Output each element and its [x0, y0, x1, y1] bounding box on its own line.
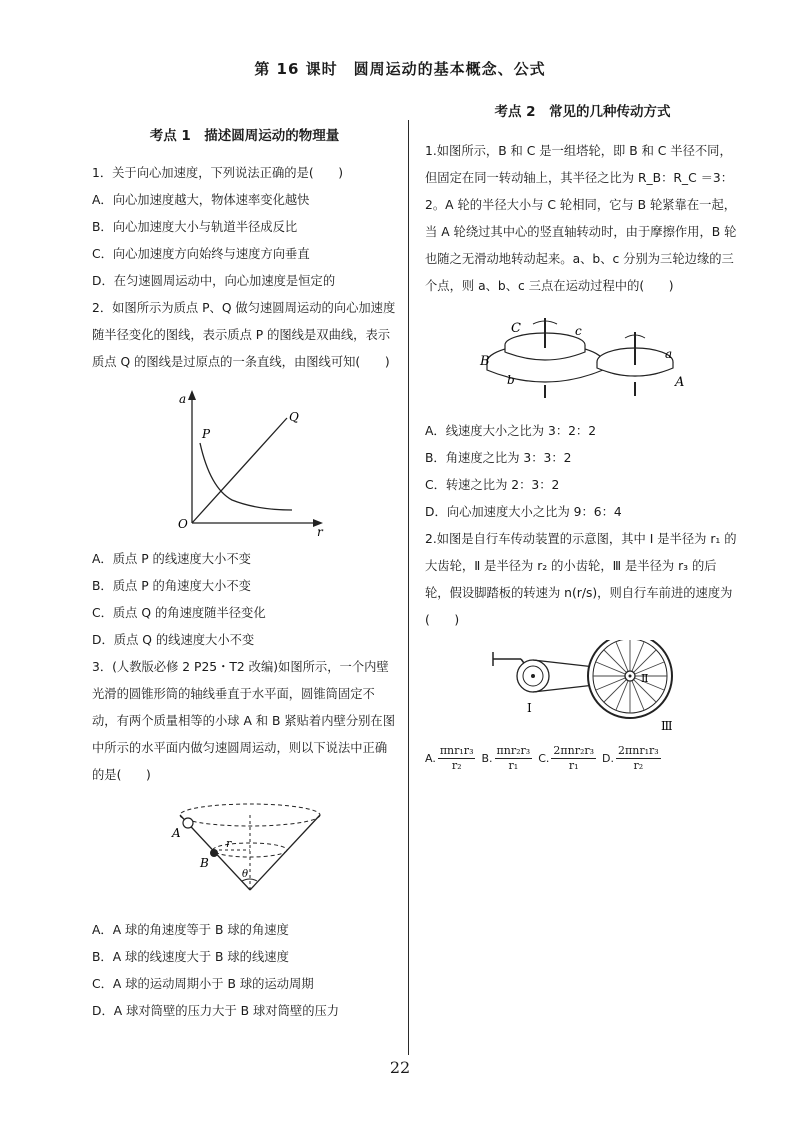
option-b: B．A 球的线速度大于 B 球的线速度: [92, 950, 289, 964]
page-title: 第 16 课时 圆周运动的基本概念、公式: [254, 60, 546, 78]
option-a: A．A 球的角速度等于 B 球的角速度: [92, 923, 289, 937]
label-a-lower: a: [665, 347, 673, 361]
label-b-lower: b: [507, 373, 515, 387]
label-c-lower: c: [575, 324, 582, 338]
option-c: C．转速之比为 2：3：2: [425, 478, 560, 492]
section-title-1: 考点 1 描述圆周运动的物理量: [149, 128, 340, 144]
question-stem: 1.如图所示，B 和 C 是一组塔轮，即 B 和 C 半径不同，但固定在同一转动轴上，其半径之比为 R_B：R_C ＝3：2。A 轮的半径大小与 C 轮相同，它与 B 轮紧靠在一起，当 A 轮绕过其中心的竖直轴转动时，由于摩擦作用，B 轮也随之无滑动地转动起来。a、b、c 分别为三轮边缘的三个点，则 a、b、c 三点在运动过程中的( ): [425, 144, 737, 293]
y-axis-label: a: [179, 392, 187, 406]
option-b: B. $\frac{\text{πnr₂r₃}}{\text{r₁}}$: [481, 744, 531, 772]
tower-wheel-figure: [425, 310, 740, 410]
label-a-upper: A: [675, 375, 685, 390]
angle-label: θ: [242, 869, 249, 880]
answer-options: [425, 744, 740, 773]
question-1-3: [92, 654, 397, 1025]
question-stem: 2.如图是自行车传动装置的示意图，其中 Ⅰ 是半径为 r₁ 的大齿轮，Ⅱ 是半径为 r₂ 的小齿轮，Ⅲ 是半径为 r₃ 的后轮，假设脚踏板的转速为 n(r/s)，则自行车前进的速度为( ): [425, 532, 737, 627]
option-a: A．质点 P 的线速度大小不变: [92, 552, 251, 566]
option-d: D．向心加速度大小之比为 9：6：4: [425, 505, 622, 519]
option-c: C．向心加速度方向始终与速度方向垂直: [92, 247, 310, 261]
right-column: [425, 100, 740, 773]
option-a: A. $\frac{\text{πnr₁r₃}}{\text{r₂}}$: [425, 744, 474, 772]
question-1-1: [92, 160, 397, 295]
option-b: B．向心加速度大小与轨道半径成反比: [92, 220, 298, 234]
ball-a-label: A: [172, 826, 181, 840]
column-divider: [408, 120, 409, 1055]
section-title-2: 考点 2 常见的几种传动方式: [494, 104, 671, 120]
ball-b-label: B: [200, 856, 209, 870]
option-d: D．A 球对筒壁的压力大于 B 球对筒壁的压力: [92, 1004, 340, 1018]
option-b: B．角速度之比为 3：3：2: [425, 451, 572, 465]
bicycle-transmission-figure: [425, 640, 740, 740]
question-stem: 2．如图所示为质点 P、Q 做匀速圆周运动的向心加速度随半径变化的图线，表示质点 P 的图线是双曲线，表示质点 Q 的图线是过原点的一条直线，由图线可知( ): [92, 301, 396, 369]
option-c: C．A 球的运动周期小于 B 球的运动周期: [92, 977, 314, 991]
option-b: B．质点 P 的角速度大小不变: [92, 579, 251, 593]
curve-p-label: P: [202, 427, 211, 441]
radius-label: r: [226, 837, 232, 850]
left-column: [92, 100, 397, 1025]
cone-figure: [92, 795, 397, 913]
question-2-1: [425, 138, 740, 526]
line-q-label: Q: [289, 410, 299, 424]
option-a: A．线速度大小之比为 3：2：2: [425, 424, 597, 438]
option-d: D．质点 Q 的线速度大小不变: [92, 633, 255, 647]
question-2-2: [425, 526, 740, 773]
option-d: D．在匀速圆周运动中，向心加速度是恒定的: [92, 274, 336, 288]
question-stem: 1．关于向心加速度，下列说法正确的是( ): [92, 166, 344, 180]
option-c: C. $\frac{\text{2πnr₂r₃}}{\text{r₁}}$: [538, 744, 595, 772]
option-a: A．向心加速度越大，物体速率变化越快: [92, 193, 310, 207]
option-c: C．质点 Q 的角速度随半径变化: [92, 606, 266, 620]
x-axis-label: r: [317, 525, 323, 538]
page-number: 22: [389, 1058, 411, 1077]
label-c-upper: C: [511, 321, 521, 336]
origin-label: O: [178, 517, 188, 531]
gear-1-label: Ⅰ: [527, 701, 532, 715]
wheel-3-label: Ⅲ: [661, 719, 673, 733]
question-stem: 3．(人教版必修 2 P25・T2 改编)如图所示，一个内壁光滑的圆锥形筒的轴线垂直于水平面，圆锥筒固定不动，有两个质量相等的小球 A 和 B 紧贴着内壁分别在图中所示的水平面内做匀速圆周运动，则以下说法中正确的是( ): [92, 660, 396, 782]
option-d: D. $\frac{\text{2πnr₁r₃}}{\text{r₂}}$: [602, 744, 659, 772]
question-1-2: [92, 295, 397, 654]
gear-2-label: Ⅱ: [641, 672, 649, 685]
label-b-upper: B: [480, 354, 490, 369]
acceleration-radius-graph: [92, 388, 397, 538]
